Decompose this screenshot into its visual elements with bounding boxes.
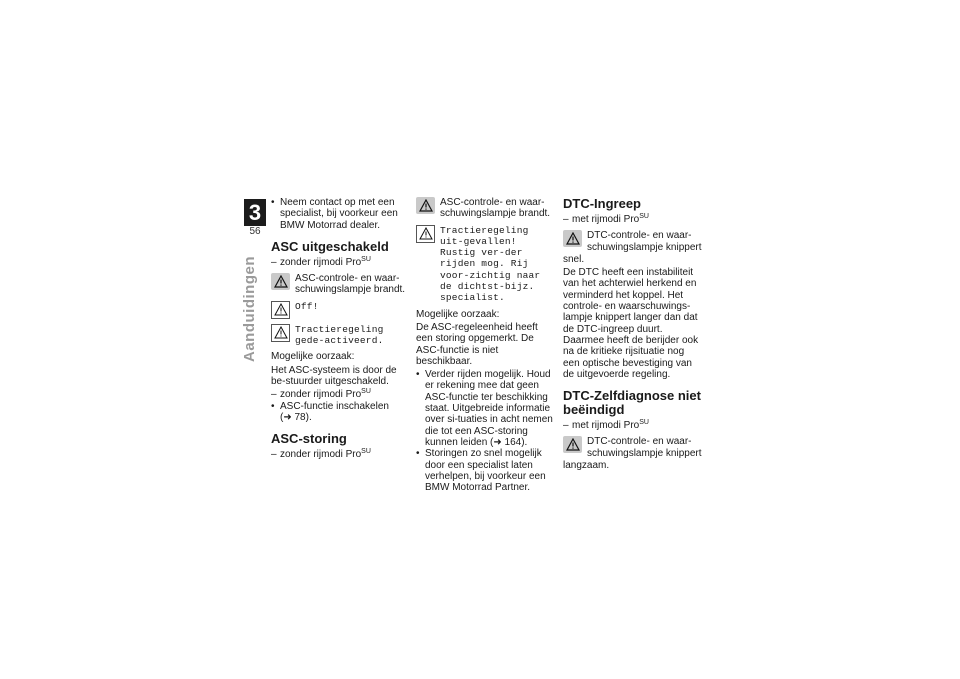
warning-lamp-row (271, 273, 411, 296)
heading-asc-fault: ASC-storing (271, 431, 347, 447)
warning-lamp-row (563, 436, 703, 459)
lamp-text-continued: snel. (563, 253, 585, 265)
column-3 (563, 197, 703, 471)
page-reference[interactable]: (➜ 78). (280, 411, 312, 423)
heading-asc-disabled: ASC uitgeschakeld (271, 238, 389, 254)
lamp-text: ASC-controle- en waar-schuwingslampje brandt. (440, 197, 551, 220)
warning-lamp-row (563, 230, 703, 253)
condition-line: – met rijmodi Pro$^{SU}$ (563, 214, 703, 225)
warning-triangle-icon (416, 225, 435, 243)
condition-line: – met rijmodi Pro$^{SU}$ (563, 420, 703, 431)
column-1 (271, 197, 411, 460)
condition-line: – zonder rijmodi Pro$^{SU}$ (271, 389, 411, 400)
lamp-text-continued: langzaam. (563, 460, 610, 472)
column-2 (416, 197, 556, 493)
display-text: Tractieregeling uit-gevallen! Rustig ver-der rijden mog. Rij voor-zichtig naar de dichtst-bijz. specialist. (440, 224, 541, 304)
display-text: Tractieregeling gede-activeerd. (295, 323, 384, 347)
warning-triangle-icon (416, 197, 435, 214)
list-item: • Verder rijden mogelijk. Houd er rekening mee dat geen ASC-functie ter beschikking staat. Uitgebreide informatie over si-tuaties in acht nemen die tot een ASC-storing kunnen leiden (➜ 164). (416, 369, 556, 448)
display-message-row (271, 324, 411, 347)
list-item: • Neem contact op met een specialist, bij voorkeur een BMW Motorrad dealer. (271, 197, 411, 231)
warning-triangle-icon (563, 436, 582, 453)
warning-triangle-icon (563, 230, 582, 247)
chapter-number: 3 (244, 199, 266, 226)
list-item: • Storingen zo snel mogelijk door een specialist laten verhelpen, bij voorkeur een BMW Motorrad Partner. (416, 448, 556, 493)
chapter-section-label: Aanduidingen (241, 256, 258, 362)
warning-triangle-icon (271, 301, 290, 319)
condition-line: – zonder rijmodi Pro$^{SU}$ (271, 257, 411, 268)
warning-lamp-row (416, 197, 556, 220)
display-message-row (271, 301, 411, 319)
list-item: • ASC-functie inschakelen (➜ 78). (271, 401, 411, 424)
display-text: Off! (295, 300, 319, 312)
warning-triangle-icon (271, 324, 290, 342)
heading-dtc-intervention: DTC-Ingreep (563, 196, 641, 211)
cause-text: De ASC-regeleenheid heeft een storing opgemerkt. De ASC-functie is niet beschikbaar. (416, 321, 538, 367)
cause-label: Mogelijke oorzaak: (416, 308, 500, 320)
page-number: 56 (249, 226, 261, 237)
lamp-text: DTC-controle- en waar-schuwingslampje knippert (587, 230, 702, 253)
warning-triangle-icon (271, 273, 290, 290)
body-text: De DTC heeft een instabiliteit van het achterwiel herkend en verminderd het koppel. Het controle- en waarschuwings-lampje knippert langer dan dat de DTC-ingreep duurt. Daarmee heeft de berijder ook na de kritieke rijsituatie nog een optische bevestiging van de uitgevoerde regeling. (563, 267, 699, 380)
display-message-row (416, 225, 556, 304)
condition-line: – zonder rijmodi Pro$^{SU}$ (271, 449, 411, 460)
lamp-text: ASC-controle- en waar-schuwingslampje brandt. (295, 273, 406, 296)
lamp-text: DTC-controle- en waar-schuwingslampje knippert (587, 436, 702, 459)
heading-dtc-selfdiagnosis: DTC-Zelfdiagnose niet beëindigd (563, 388, 701, 418)
cause-text: Het ASC-systeem is door de be-stuurder uitgeschakeld. (271, 364, 397, 387)
cause-label: Mogelijke oorzaak: (271, 351, 355, 363)
